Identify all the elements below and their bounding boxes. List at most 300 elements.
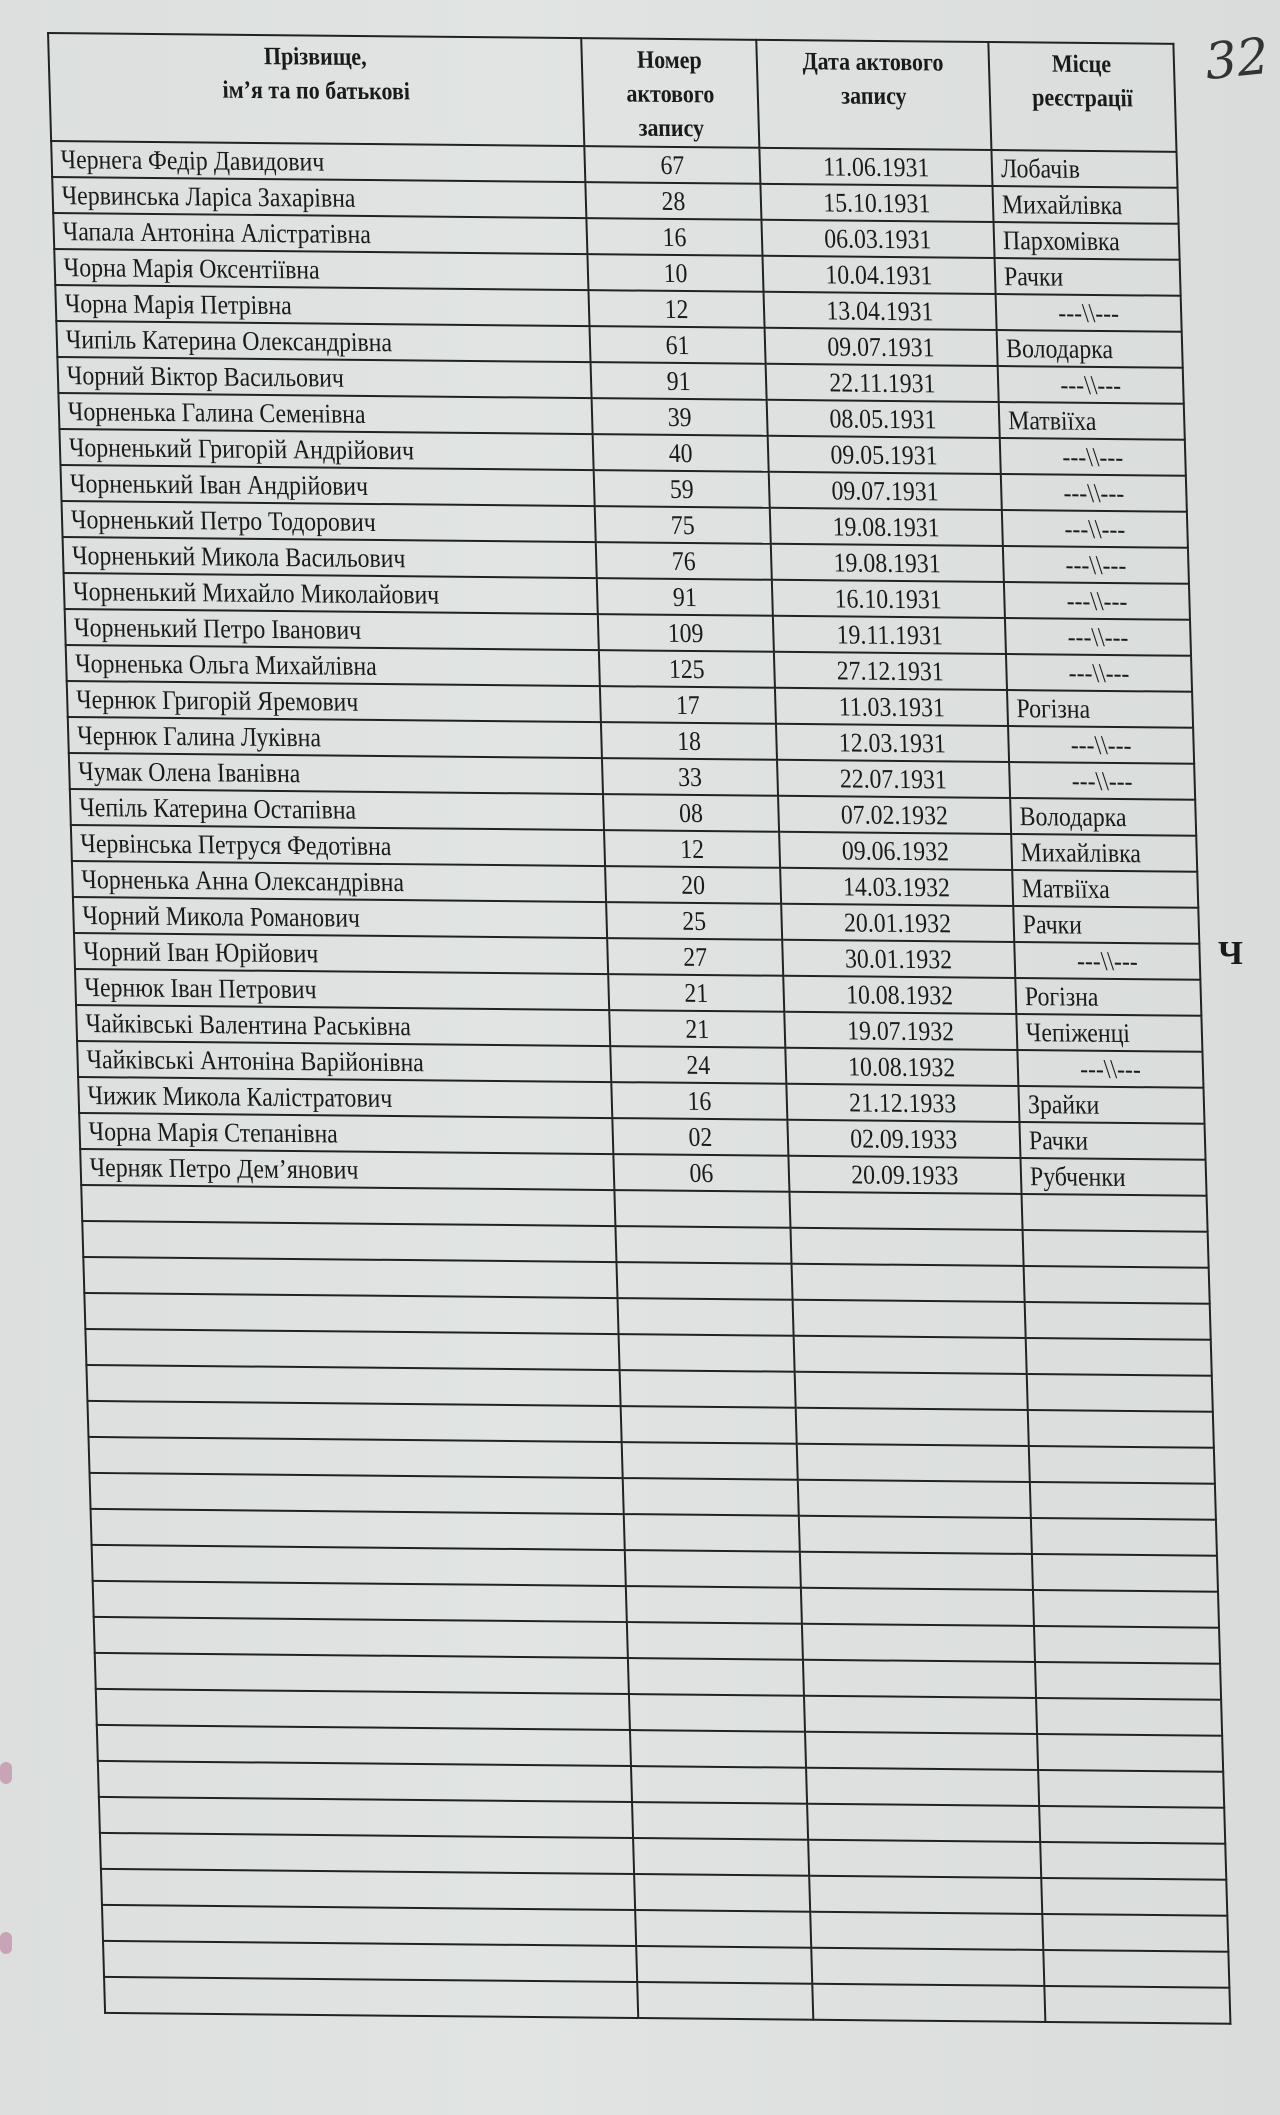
place-text: ---\\---: [1064, 513, 1126, 545]
empty-cell: [620, 1370, 796, 1408]
place-text: Рубченки: [1029, 1161, 1126, 1192]
record-number-text: 02: [688, 1121, 713, 1153]
name-text: Чорна Марія Степанівна: [88, 1116, 339, 1149]
cell-record-number: [589, 326, 765, 364]
empty-cell: [628, 1658, 804, 1696]
cell-name: [72, 861, 606, 902]
record-number-text: 12: [679, 833, 705, 865]
cell-name: [69, 753, 603, 794]
cell-record-number: [602, 758, 778, 796]
record-number-text: 39: [667, 401, 692, 433]
record-date-text: 30.01.1932: [844, 943, 953, 975]
record-date-text: 13.04.1931: [826, 295, 934, 327]
cell-record-date: [776, 724, 1009, 762]
cell-name: [75, 969, 609, 1010]
empty-cell: [623, 1478, 799, 1516]
empty-cell: [802, 1624, 1035, 1662]
cell-record-date: [764, 292, 997, 330]
cell-name: [63, 537, 597, 578]
cell-name: [53, 213, 587, 254]
empty-cell: [800, 1552, 1033, 1590]
empty-cell: [621, 1406, 797, 1444]
empty-cell: [630, 1730, 806, 1768]
empty-cell: [1043, 1950, 1229, 1988]
place-text: ---\\---: [1066, 585, 1128, 617]
empty-cell: [1039, 1806, 1225, 1844]
record-date-text: 12.03.1931: [838, 727, 947, 759]
cell-place: [1000, 438, 1186, 476]
name-text: Чернега Федір Давидович: [60, 144, 325, 177]
cell-record-number: [606, 902, 782, 940]
cell-place: [1001, 474, 1187, 512]
empty-cell: [83, 1257, 617, 1298]
cell-name: [78, 1077, 612, 1118]
cell-record-number: [598, 614, 774, 652]
empty-cell: [103, 1941, 637, 1982]
place-text: Рачки: [1003, 261, 1064, 292]
cell-record-date: [783, 976, 1016, 1014]
empty-cell: [1026, 1338, 1212, 1376]
empty-cell: [1042, 1914, 1228, 1952]
name-text: Чайківські Антоніна Варійонівна: [86, 1044, 425, 1078]
cell-name: [67, 681, 601, 722]
cell-record-number: [609, 1010, 785, 1048]
empty-cell: [104, 1977, 638, 2018]
empty-cell: [799, 1516, 1032, 1554]
record-date-text: 19.08.1931: [832, 511, 941, 543]
empty-cell: [790, 1228, 1023, 1266]
cell-name: [55, 285, 589, 326]
empty-cell: [624, 1514, 800, 1552]
empty-cell: [1033, 1590, 1219, 1628]
record-date-text: 06.03.1931: [824, 223, 932, 255]
name-text: Чорний Віктор Васильович: [66, 360, 345, 393]
empty-cell: [795, 1372, 1028, 1410]
record-number-text: 67: [660, 149, 685, 181]
cell-record-number: [604, 830, 780, 868]
cell-name: [60, 465, 594, 506]
place-text: ---\\---: [1067, 621, 1129, 653]
cell-name: [56, 321, 590, 362]
empty-cell: [97, 1725, 631, 1766]
cell-place: [1014, 942, 1200, 980]
empty-cell: [798, 1480, 1031, 1518]
empty-cell: [87, 1401, 621, 1442]
record-number-text: 125: [668, 653, 706, 685]
cell-record-number: [584, 146, 760, 184]
empty-cell: [632, 1802, 808, 1840]
cell-record-number: [588, 290, 764, 328]
record-number-text: 61: [665, 329, 690, 361]
ink-mark: [0, 1932, 12, 1954]
cell-record-date: [770, 508, 1003, 546]
cell-record-number: [610, 1046, 786, 1084]
record-number-text: 24: [685, 1049, 711, 1081]
empty-cell: [101, 1869, 635, 1910]
record-number-text: 12: [664, 293, 689, 325]
empty-cell: [1038, 1770, 1224, 1808]
name-text: Чорненька Ольга Михайлівна: [74, 648, 378, 681]
name-text: Черняк Петро Дем’янович: [89, 1152, 359, 1185]
empty-cell: [622, 1442, 798, 1480]
cell-place: [1005, 618, 1191, 656]
empty-cell: [85, 1329, 619, 1370]
cell-place: [1009, 762, 1195, 800]
empty-cell: [102, 1905, 636, 1946]
cell-name: [77, 1041, 611, 1082]
name-text: Чорненька Галина Семенівна: [67, 396, 366, 429]
empty-cell: [1041, 1878, 1227, 1916]
cell-place: [997, 330, 1183, 368]
cell-record-number: [612, 1118, 788, 1156]
cell-name: [76, 1005, 610, 1046]
empty-cell: [616, 1262, 792, 1300]
cell-name: [74, 933, 608, 974]
cell-name: [65, 609, 599, 650]
header-record-date: Дата актового запису: [756, 40, 991, 150]
empty-cell: [94, 1617, 628, 1658]
record-number-text: 20: [680, 869, 706, 901]
cell-place: [1018, 1086, 1204, 1124]
place-text: ---\\---: [1057, 297, 1120, 329]
record-number-text: 33: [677, 761, 703, 793]
cell-name: [71, 825, 605, 866]
record-number-text: 10: [663, 257, 688, 289]
name-text: Чорненький Михайло Миколайович: [72, 576, 440, 610]
ink-mark: [0, 1762, 12, 1784]
cell-record-number: [611, 1082, 787, 1120]
empty-cell: [1023, 1230, 1209, 1268]
cell-record-number: [599, 650, 775, 688]
cell-record-date: [767, 400, 1000, 438]
cell-place: [995, 258, 1181, 296]
name-text: Чорненька Анна Олександрівна: [80, 864, 405, 898]
empty-cell: [86, 1365, 620, 1406]
empty-cell: [99, 1797, 633, 1838]
record-number-text: 21: [684, 1013, 710, 1045]
cell-place: [1003, 546, 1189, 584]
cell-name: [54, 249, 588, 290]
cell-record-number: [607, 938, 783, 976]
empty-cell: [812, 1984, 1045, 2022]
record-number-text: 16: [662, 221, 687, 253]
place-text: Михайлівка: [1020, 837, 1142, 869]
record-number-text: 28: [661, 185, 686, 217]
empty-cell: [1034, 1626, 1220, 1664]
record-date-text: 16.10.1931: [834, 583, 943, 615]
name-text: Чорний Іван Юрійович: [83, 936, 319, 969]
place-text: Рогізна: [1016, 693, 1091, 724]
cell-place: [1002, 510, 1188, 548]
name-text: Чапала Антоніна Алістратівна: [62, 216, 372, 250]
empty-cell: [615, 1226, 791, 1264]
cell-name: [58, 393, 592, 434]
empty-cell: [1031, 1518, 1217, 1556]
record-number-text: 75: [670, 509, 696, 541]
empty-cell: [81, 1185, 615, 1226]
empty-cell: [792, 1264, 1025, 1302]
record-date-text: 15.10.1931: [823, 187, 931, 219]
empty-cell: [618, 1298, 794, 1336]
record-date-text: 11.03.1931: [838, 691, 945, 723]
empty-cell: [1024, 1266, 1210, 1304]
name-text: Чепіль Катерина Остапівна: [78, 792, 357, 825]
table-header-row: [48, 33, 1176, 152]
empty-cell: [1027, 1374, 1213, 1412]
place-text: ---\\---: [1063, 477, 1125, 509]
record-date-text: 14.03.1932: [842, 871, 951, 903]
cell-record-number: [603, 794, 779, 832]
cell-place: [1010, 798, 1196, 836]
name-text: Чижик Микола Калістратович: [87, 1080, 393, 1113]
record-date-text: 22.07.1931: [839, 763, 948, 795]
cell-record-date: [772, 580, 1005, 618]
cell-record-date: [781, 904, 1014, 942]
empty-cell: [811, 1948, 1044, 1986]
empty-cell: [90, 1473, 624, 1514]
cell-place: [1012, 870, 1198, 908]
record-number-text: 91: [666, 365, 691, 397]
record-number-text: 16: [687, 1085, 712, 1117]
cell-record-number: [600, 686, 776, 724]
empty-cell: [1040, 1842, 1226, 1880]
cell-record-date: [777, 760, 1010, 798]
empty-cell: [88, 1437, 622, 1478]
name-text: Чернюк Галина Луківна: [76, 720, 322, 753]
record-date-text: 20.01.1932: [843, 907, 952, 939]
cell-record-date: [778, 796, 1011, 834]
cell-name: [62, 501, 596, 542]
empty-cell: [805, 1732, 1038, 1770]
place-text: Рогізна: [1024, 981, 1099, 1012]
header-place: Місце реєстрації: [988, 42, 1176, 152]
place-text: Зрайки: [1027, 1089, 1100, 1120]
record-number-text: 27: [682, 941, 708, 973]
name-text: Чорна Марія Оксентіївна: [63, 252, 320, 285]
empty-cell: [1022, 1194, 1208, 1232]
cell-place: [1006, 654, 1192, 692]
cell-place: [1020, 1158, 1206, 1196]
name-text: Чорний Микола Романович: [82, 900, 361, 933]
place-text: Пархомівка: [1002, 225, 1121, 257]
cell-record-date: [787, 1120, 1020, 1158]
empty-cell: [614, 1190, 790, 1228]
place-text: ---\\---: [1068, 657, 1130, 689]
cell-record-date: [759, 148, 992, 186]
cell-record-number: [592, 398, 768, 436]
cell-record-number: [593, 434, 769, 472]
cell-record-date: [773, 616, 1006, 654]
name-text: Чернюк Григорій Яремович: [75, 684, 359, 717]
cell-record-number: [591, 362, 767, 400]
cell-record-number: [596, 542, 772, 580]
empty-cell: [95, 1653, 629, 1694]
name-text: Червинська Ларіса Захарівна: [61, 180, 356, 213]
cell-record-number: [585, 182, 761, 220]
name-text: Чорненький Іван Андрійович: [69, 468, 369, 501]
cell-place: [1017, 1050, 1203, 1088]
empty-cell: [635, 1910, 811, 1948]
place-text: ---\\---: [1079, 1053, 1142, 1085]
place-text: Матвіїха: [1007, 405, 1097, 436]
record-date-text: 22.11.1931: [828, 367, 936, 399]
cell-place: [991, 150, 1177, 188]
cell-record-number: [605, 866, 781, 904]
cell-place: [1007, 690, 1193, 728]
cell-place: [1019, 1122, 1205, 1160]
record-date-text: 10.08.1932: [845, 979, 954, 1011]
record-number-text: 06: [689, 1157, 714, 1189]
record-date-text: 19.08.1931: [833, 547, 942, 579]
record-number-text: 18: [676, 725, 702, 757]
empty-cell: [634, 1874, 810, 1912]
place-text: Рачки: [1028, 1125, 1089, 1156]
cell-place: [1013, 906, 1199, 944]
empty-cell: [1044, 1986, 1230, 2024]
record-number-text: 08: [678, 797, 704, 829]
name-text: Чорненький Петро Іванович: [73, 612, 362, 645]
place-text: ---\\---: [1062, 441, 1124, 473]
record-date-text: 11.06.1931: [822, 151, 930, 183]
cell-record-date: [784, 1012, 1017, 1050]
cell-record-number: [587, 254, 763, 292]
cell-place: [1008, 726, 1194, 764]
name-text: Чорненький Григорій Андрійович: [68, 432, 415, 466]
name-text: Чипіль Катерина Олександрівна: [65, 324, 393, 358]
empty-cell: [803, 1660, 1036, 1698]
record-date-text: 07.02.1932: [840, 799, 949, 831]
empty-cell: [810, 1912, 1043, 1950]
place-text: Володарка: [1005, 333, 1114, 365]
empty-cell: [1030, 1482, 1216, 1520]
record-date-text: 10.04.1931: [825, 259, 933, 291]
record-date-text: 09.06.1932: [841, 835, 950, 867]
record-date-text: 10.08.1932: [847, 1051, 956, 1083]
cell-record-number: [595, 506, 771, 544]
cell-record-date: [786, 1084, 1019, 1122]
name-text: Чернюк Іван Петрович: [84, 972, 317, 1005]
cell-record-number: [594, 470, 770, 508]
cell-record-date: [775, 688, 1008, 726]
empty-cell: [633, 1838, 809, 1876]
record-number-text: 21: [683, 977, 709, 1009]
empty-cell: [801, 1588, 1034, 1626]
cell-name: [66, 645, 600, 686]
cell-record-date: [779, 832, 1012, 870]
cell-place: [992, 186, 1178, 224]
cell-record-date: [771, 544, 1004, 582]
cell-record-number: [601, 722, 777, 760]
cell-name: [79, 1113, 613, 1154]
cell-record-number: [586, 218, 762, 256]
cell-name: [51, 141, 585, 182]
cell-record-number: [613, 1154, 789, 1192]
record-date-text: 19.07.1932: [846, 1015, 955, 1047]
cell-name: [73, 897, 607, 938]
empty-cell: [1035, 1662, 1221, 1700]
record-date-text: 02.09.1933: [850, 1123, 958, 1155]
place-text: ---\\---: [1076, 945, 1139, 977]
record-date-text: 20.09.1933: [851, 1159, 959, 1191]
empty-cell: [1032, 1554, 1218, 1592]
cell-record-date: [761, 220, 994, 258]
empty-cell: [1029, 1446, 1215, 1484]
header-record-number: Номер актового запису: [581, 38, 759, 148]
cell-record-date: [782, 940, 1015, 978]
empty-cell: [92, 1545, 626, 1586]
cell-name: [57, 357, 591, 398]
record-number-text: 25: [681, 905, 707, 937]
cell-place: [1011, 834, 1197, 872]
empty-cell: [789, 1192, 1022, 1230]
name-text: Червінська Петруся Федотівна: [79, 828, 392, 862]
place-text: Матвіїха: [1021, 873, 1111, 904]
record-date-text: 09.05.1931: [830, 439, 939, 471]
place-text: Володарка: [1019, 801, 1127, 833]
place-text: Рачки: [1022, 909, 1083, 940]
empty-cell: [1037, 1734, 1223, 1772]
cell-place: [1004, 582, 1190, 620]
record-date-text: 27.12.1931: [836, 655, 945, 687]
cell-record-date: [760, 184, 993, 222]
cell-record-number: [608, 974, 784, 1012]
place-text: Лобачів: [1000, 153, 1081, 184]
place-text: ---\\---: [1059, 369, 1122, 401]
cell-name: [68, 717, 602, 758]
empty-cell: [804, 1696, 1037, 1734]
record-date-text: 19.11.1931: [835, 619, 943, 651]
cell-place: [1015, 978, 1201, 1016]
empty-cell: [796, 1408, 1029, 1446]
record-date-text: 21.12.1933: [848, 1087, 957, 1119]
empty-cell: [1036, 1698, 1222, 1736]
name-text: Чорненький Петро Тодорович: [70, 504, 377, 537]
empty-cell: [96, 1689, 630, 1730]
empty-cell: [1025, 1302, 1211, 1340]
place-text: Михайлівка: [1001, 189, 1123, 221]
cell-place: [996, 294, 1182, 332]
registry-table: [47, 32, 1231, 2025]
name-text: Чайківські Валентина Раськівна: [85, 1008, 412, 1042]
cell-record-date: [788, 1156, 1021, 1194]
cell-record-date: [768, 436, 1001, 474]
name-text: Чумак Олена Іванівна: [77, 756, 301, 789]
record-date-text: 09.07.1931: [827, 331, 936, 363]
empty-cell: [806, 1768, 1039, 1806]
cell-place: [998, 366, 1184, 404]
record-date-text: 08.05.1931: [829, 403, 938, 435]
empty-cell: [807, 1804, 1040, 1842]
empty-cell: [625, 1550, 801, 1588]
cell-record-date: [774, 652, 1007, 690]
cell-name: [52, 177, 586, 218]
empty-cell: [619, 1334, 795, 1372]
cell-record-date: [762, 256, 995, 294]
empty-cell: [627, 1622, 803, 1660]
empty-cell: [84, 1293, 618, 1334]
place-text: ---\\---: [1070, 729, 1132, 761]
empty-cell: [91, 1509, 625, 1550]
empty-cell: [637, 1982, 813, 2020]
record-number-text: 109: [667, 617, 705, 649]
empty-cell: [93, 1581, 627, 1622]
empty-cell: [629, 1694, 805, 1732]
empty-cell: [797, 1444, 1030, 1482]
record-date-text: 09.07.1931: [831, 475, 940, 507]
empty-cell: [82, 1221, 616, 1262]
empty-cell: [98, 1761, 632, 1802]
cell-name: [80, 1149, 614, 1190]
